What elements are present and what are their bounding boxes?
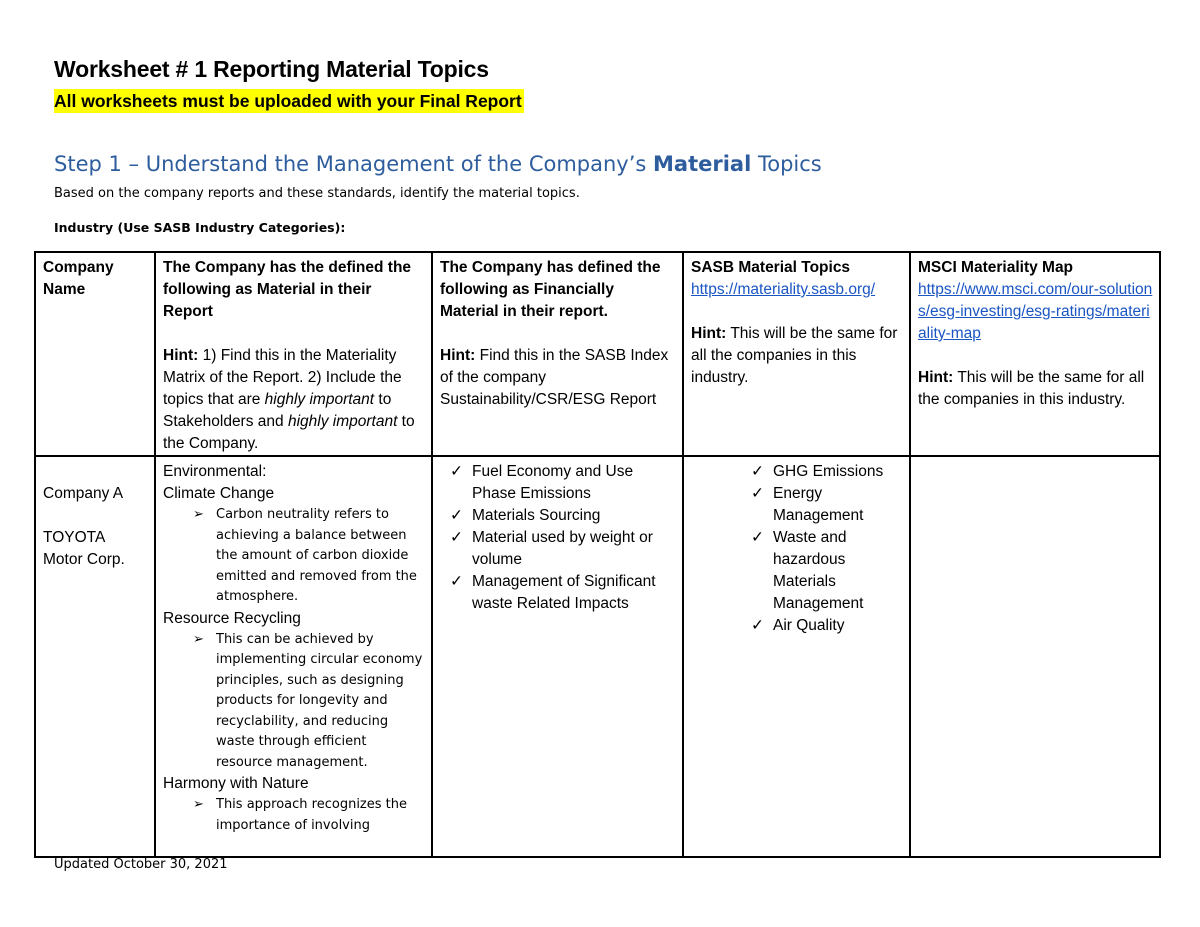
check-icon: ✓ [751,485,764,502]
header-msci-hint [918,367,1153,411]
sasb-topic: Energy Management [773,485,864,524]
hint-text: to Stakeholders and [163,391,392,430]
header-financial-title: The Company has defined the following as Financially Material in their report. [440,259,661,320]
material-topics-table [34,251,1161,858]
list-item [440,527,676,571]
check-icon: ✓ [751,617,764,634]
header-company-line1: Company [43,259,114,276]
list-item [741,483,903,527]
material-topic: Harmony with Nature [163,775,309,792]
hint-emphasis: highly important [264,391,375,408]
check-icon: ✓ [450,529,463,546]
financial-topic: Management of Significant waste Related Impacts [472,573,656,612]
list-item [440,505,676,527]
hint-text: Find this in the SASB Index of the company Sustainability/CSR/ESG Report [440,347,669,408]
step-heading-prefix: Step 1 – Understand the Management of the Company’s [54,152,654,176]
step-description: Based on the company reports and these standards, identify the material topics. [54,186,580,201]
header-material-title: The Company has the defined the following as Material in their Report [163,259,412,320]
company-name-line1: TOYOTA [43,529,106,546]
arrow-bullet-icon: ➢ [193,797,204,812]
table-row [35,456,1160,857]
arrow-bullet-icon: ➢ [193,507,204,522]
hint-label: Hint: [691,325,727,342]
sasb-topic: Air Quality [773,617,845,634]
check-icon: ✓ [751,463,764,480]
hint-emphasis: highly important [287,413,398,430]
list-item [440,571,676,615]
company-name-line2: Motor Corp. [43,551,125,568]
header-sasb-hint [691,323,903,389]
header-msci-title: MSCI Materiality Map [918,259,1074,276]
list-item [741,615,903,637]
list-item [163,795,425,836]
sasb-topics-cell [683,456,910,857]
header-material-hint [163,345,425,455]
material-topic: Resource Recycling [163,609,301,627]
material-topic: Climate Change [163,485,275,502]
table-header-row [35,252,1160,456]
sasb-topic: Waste and hazardous Materials Management [773,529,864,612]
hint-label: Hint: [163,347,199,364]
industry-label: Industry (Use SASB Industry Categories): [54,220,346,235]
hint-label: Hint: [440,347,476,364]
updated-date: Updated October 30, 2021 [54,857,228,872]
header-financial-material [432,252,683,456]
step-heading [54,152,822,176]
step-heading-emphasis: Material [653,152,752,176]
header-company-line2: Name [43,281,86,298]
header-material-report [155,252,432,456]
list-item [163,505,425,608]
sasb-link[interactable]: https://materiality.sasb.org/ [691,281,876,298]
hint-text: This will be the same for all the companies in this industry. [918,369,1145,408]
header-sasb-title: SASB Material Topics [691,259,851,276]
check-icon: ✓ [450,463,463,480]
hint-text: 1) Find this in the Materiality Matrix of the Report. 2) Include the topics that are [163,347,402,408]
check-icon: ✓ [450,573,463,590]
header-company-name [35,252,155,456]
list-item [741,461,903,483]
company-label: Company A [43,485,124,502]
financial-topic: Material used by weight or volume [472,529,653,568]
company-cell [35,456,155,857]
msci-link[interactable]: https://www.msci.com/our-solutions/esg-investing/esg-ratings/materiality-map [918,281,1153,342]
list-item [163,630,425,774]
material-topics-cell [155,456,432,857]
check-icon: ✓ [751,529,764,546]
page-title: Worksheet # 1 Reporting Material Topics [54,56,489,82]
financial-topic: Fuel Economy and Use Phase Emissions [472,463,634,502]
list-item [741,527,903,615]
sasb-topic: GHG Emissions [773,463,884,480]
list-item [440,461,676,505]
topic-note: Carbon neutrality refers to achieving a balance between the amount of carbon dioxide emitted and removed from the atmosphere. [216,507,417,604]
hint-label: Hint: [918,369,954,386]
header-financial-hint [440,345,676,411]
financial-topics-cell [432,456,683,857]
step-heading-suffix: Topics [751,152,822,176]
arrow-bullet-icon: ➢ [193,631,204,647]
header-msci-map [910,252,1160,456]
hint-text: This will be the same for all the companies in this industry. [691,325,898,386]
topic-note: This can be achieved by implementing circular economy principles, such as designing products for longevity and recyclability, and reducing waste through efficient resource management. [216,631,423,770]
material-category: Environmental: [163,463,267,480]
msci-topics-cell[interactable] [910,456,1160,857]
check-icon: ✓ [450,507,463,524]
header-sasb-topics [683,252,910,456]
topic-note: This approach recognizes the importance of involving [216,797,407,833]
hint-text: to the Company. [163,413,415,452]
upload-notice: All worksheets must be uploaded with your Final Report [54,91,522,111]
financial-topic: Materials Sourcing [472,507,601,524]
